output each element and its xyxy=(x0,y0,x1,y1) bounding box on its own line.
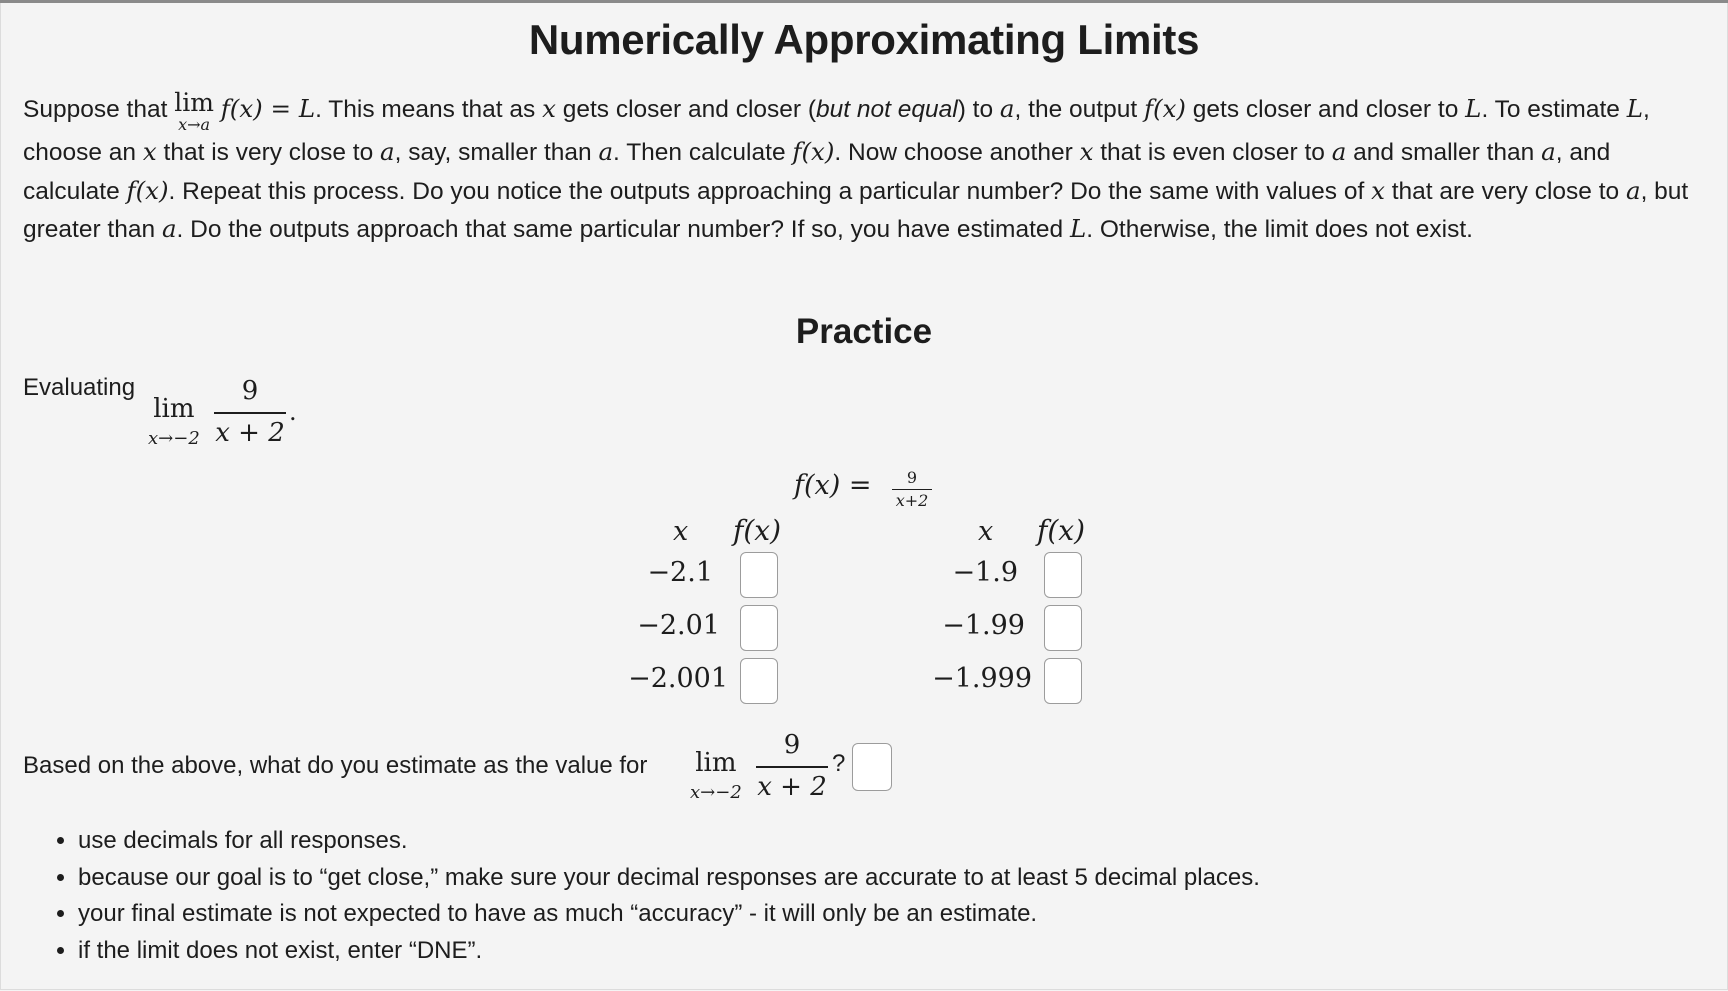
evaluating-period: . xyxy=(289,398,297,426)
math-expression: f(x) = L xyxy=(220,94,316,123)
emphasis-text: but not equal xyxy=(816,96,958,123)
left-x-value: −2.001 xyxy=(628,663,728,694)
right-fx-input-1[interactable] xyxy=(1044,552,1082,598)
evaluating-label: Evaluating xyxy=(23,374,136,401)
left-x-value: −2.01 xyxy=(637,610,720,641)
function-fraction: 9 x+2 xyxy=(892,470,932,509)
intro-text: Suppose that xyxy=(23,96,168,123)
function-definition: f(x) = xyxy=(794,470,872,501)
evaluating-limit: lim x→−2 xyxy=(148,394,200,449)
right-header-fx: f(x) xyxy=(1037,514,1086,547)
left-header-x: x xyxy=(673,516,689,547)
left-x-value: −2.1 xyxy=(647,557,713,588)
list-item: • use decimals for all responses. xyxy=(78,823,1260,860)
limit-notation: lim x→a xyxy=(174,88,214,134)
right-header-x: x xyxy=(978,516,994,547)
left-header-fx: f(x) xyxy=(733,514,782,547)
left-fx-input-3[interactable] xyxy=(740,658,778,704)
left-fx-input-1[interactable] xyxy=(740,552,778,598)
right-x-value: −1.999 xyxy=(932,663,1032,694)
list-item: • because our goal is to “get close,” make sure your decimal responses are accurate to at least 5 decimal places. xyxy=(78,860,1260,897)
right-x-value: −1.9 xyxy=(952,557,1018,588)
list-item: • your final estimate is not expected to have as much “accuracy” - it will only be an estimate. xyxy=(78,896,1260,933)
right-fx-input-2[interactable] xyxy=(1044,605,1082,651)
page-title: Numerically Approximating Limits xyxy=(528,16,1200,63)
question-fraction: 9 x + 2 xyxy=(757,730,827,802)
intro-paragraph: Suppose that lim x→a f(x) = L. This means that as x gets closer and closer (but not equal) to a, the output f(x) gets closer and closer to L. To estimate L, choose an x that is very close to a, say, smaller than a. Then calculate f(x). Now choose another x that is even closer to a and smaller than a, and calculate f(x). Repeat this process. Do you notice the outputs approaching a particular number? Do the same with values of x that are very close to a, but greater than a. Do the outputs approach that same particular number? If so, you have estimated L. Otherwise, the limit does not exist. xyxy=(23,88,1689,243)
practice-heading: Practice xyxy=(795,312,933,351)
instructions-list xyxy=(52,823,1260,969)
left-fx-input-2[interactable] xyxy=(740,605,778,651)
question-limit: lim x→−2 xyxy=(690,748,742,803)
evaluating-fraction: 9 x + 2 xyxy=(215,376,285,448)
limit-estimate-input[interactable] xyxy=(852,743,892,791)
right-x-value: −1.99 xyxy=(942,610,1025,641)
right-fx-input-3[interactable] xyxy=(1044,658,1082,704)
list-item: • if the limit does not exist, enter “DNE”. xyxy=(78,933,1260,970)
question-mark: ? xyxy=(832,750,846,777)
estimate-question: Based on the above, what do you estimate as the value for xyxy=(23,752,648,779)
